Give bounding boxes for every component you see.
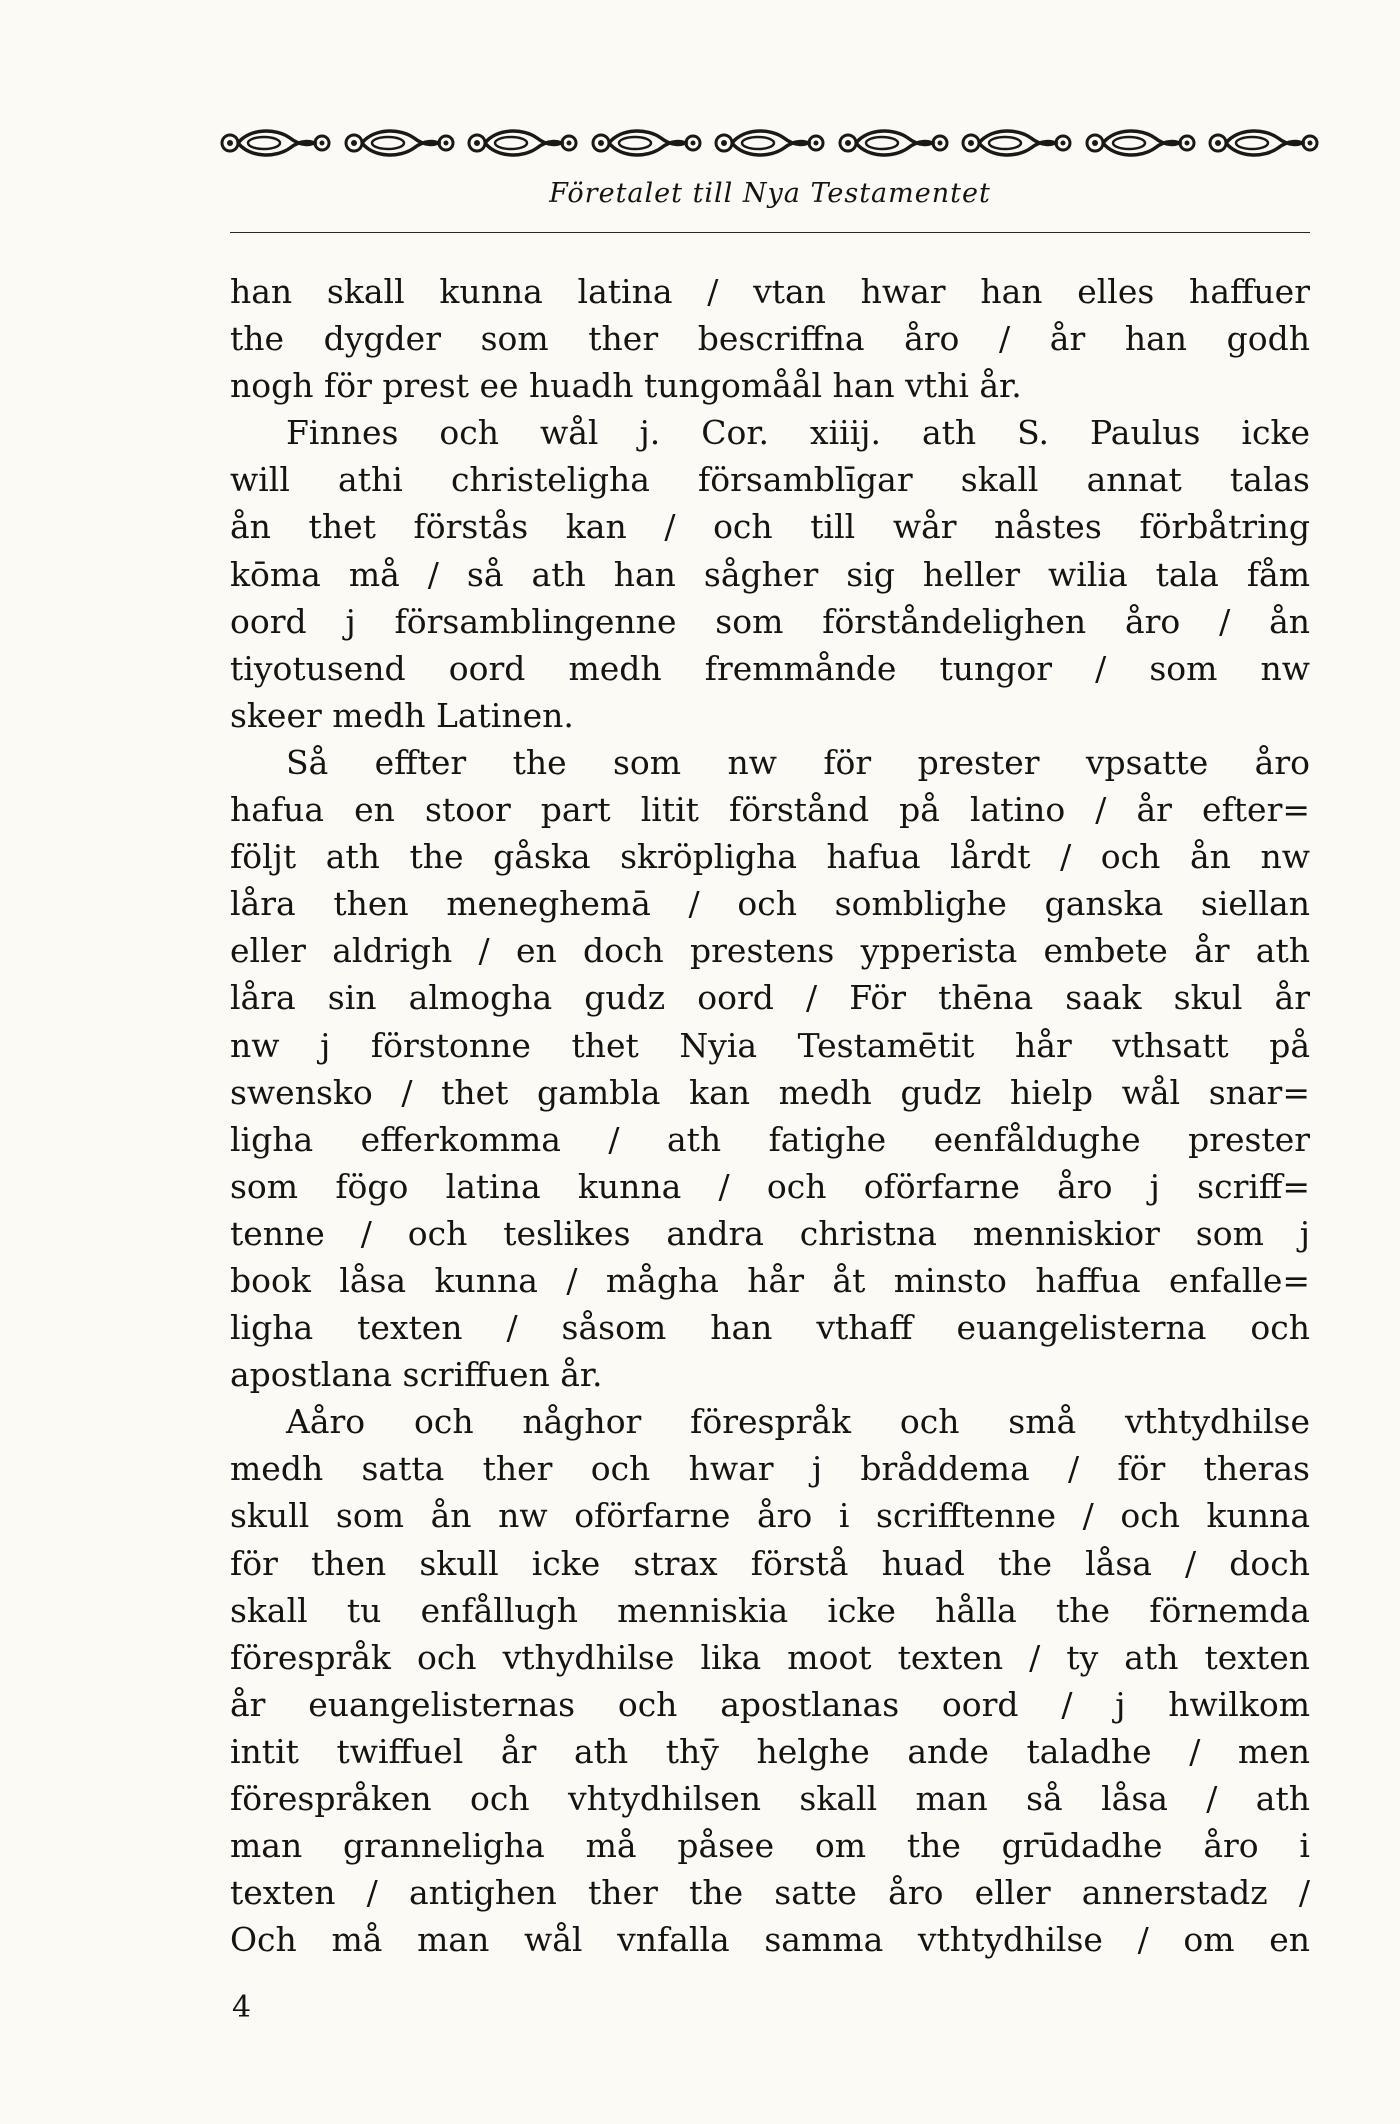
- text-line: år euangelisternas och apostlanas oord / j hwilkom: [230, 1684, 1310, 1724]
- text-line: skull som ån nw oförfarne åro i scrifftenne / och kunna: [230, 1496, 1310, 1536]
- scroll-ornament-icon: [220, 126, 332, 160]
- text-line: intit twiffuel år ath thȳ helghe ande taladhe / men: [230, 1731, 1310, 1771]
- scroll-ornament-icon: [714, 126, 826, 160]
- text-line: apostlana scriffuen år.: [230, 1355, 603, 1395]
- scroll-ornament-icon: [1208, 126, 1320, 160]
- text-line: book låsa kunna / mågha hår åt minsto haffua enfalle=: [230, 1260, 1310, 1300]
- text-line: nw j förstonne thet Nyia Testamētit hår vthsatt på: [230, 1025, 1310, 1065]
- text-line: skall tu enfållugh menniskia icke hålla the förnemda: [230, 1590, 1310, 1630]
- text-line: för then skull icke strax förstå huad the låsa / doch: [230, 1543, 1310, 1583]
- body-text: [230, 268, 1310, 1963]
- text-line: tiyotusend oord medh fremmånde tungor / som nw: [230, 648, 1310, 688]
- scroll-ornament-icon: [838, 126, 950, 160]
- text-line: följt ath the gåska skröpligha hafua lårdt / och ån nw: [230, 837, 1310, 877]
- text-line: Aåro och någhor förespråk och små vthtydhilse: [286, 1402, 1310, 1442]
- page-number: 4: [232, 1990, 252, 2025]
- text-line: som fögo latina kunna / och oförfarne åro j scriff=: [230, 1166, 1310, 1206]
- text-line: låra sin almogha gudz oord / För thēna saak skul år: [230, 978, 1310, 1018]
- text-line: Och må man wål vnfalla samma vthtydhilse / om en: [230, 1920, 1310, 1960]
- text-line: Så effter the som nw för prester vpsatte åro: [286, 742, 1310, 782]
- text-line: förespråk och vthydhilse lika moot texten / ty ath texten: [230, 1637, 1310, 1677]
- text-line: kōma må / så ath han sågher sig heller wilia tala fåm: [230, 554, 1310, 594]
- text-line: han skall kunna latina / vtan hwar han elles haffuer: [230, 272, 1310, 311]
- running-head: Företalet till Nya Testamentet: [549, 178, 991, 209]
- scroll-ornament-icon: [591, 126, 703, 160]
- text-line: Finnes och wål j. Cor. xiiij. ath S. Paulus icke: [286, 413, 1310, 453]
- text-line: skeer medh Latinen.: [230, 695, 574, 735]
- scroll-ornament-icon: [1085, 126, 1197, 160]
- scroll-ornament-icon: [961, 126, 1073, 160]
- text-line: ån thet förstås kan / och till wår nåstes förbåtring: [230, 507, 1310, 547]
- text-line: swensko / thet gambla kan medh gudz hielp wål snar=: [230, 1072, 1310, 1112]
- text-line: ligha texten / såsom han vthaff euangelisterna och: [230, 1308, 1310, 1348]
- header-ornament-band: [220, 126, 1320, 160]
- header-rule: [230, 232, 1310, 233]
- text-line: nogh för prest ee huadh tungomåål han vthi år.: [230, 366, 1022, 406]
- text-line: hafua en stoor part litit förstånd på latino / år efter=: [230, 790, 1310, 830]
- text-line: man granneligha må påsee om the grūdadhe åro i: [230, 1826, 1310, 1866]
- text-line: texten / antighen ther the satte åro eller annerstadz /: [230, 1873, 1310, 1913]
- text-line: eller aldrigh / en doch prestens ypperista embete år ath: [230, 931, 1310, 971]
- text-line: will athi christeligha församblīgar skall annat talas: [230, 460, 1310, 500]
- text-line: oord j församblingenne som förståndelighen åro / ån: [230, 601, 1310, 641]
- text-line: the dygder som ther bescriffna åro / år han godh: [230, 319, 1310, 359]
- scroll-ornament-icon: [344, 126, 456, 160]
- text-line: tenne / och teslikes andra christna menniskior som j: [230, 1213, 1310, 1253]
- text-line: låra then meneghemā / och somblighe ganska siellan: [230, 884, 1310, 924]
- scroll-ornament-icon: [467, 126, 579, 160]
- text-line: medh satta ther och hwar j bråddema / för theras: [230, 1449, 1310, 1489]
- text-line: ligha efferkomma / ath fatighe eenfåldughe prester: [230, 1119, 1310, 1159]
- text-line: förespråken och vhtydhilsen skall man så låsa / ath: [230, 1779, 1310, 1818]
